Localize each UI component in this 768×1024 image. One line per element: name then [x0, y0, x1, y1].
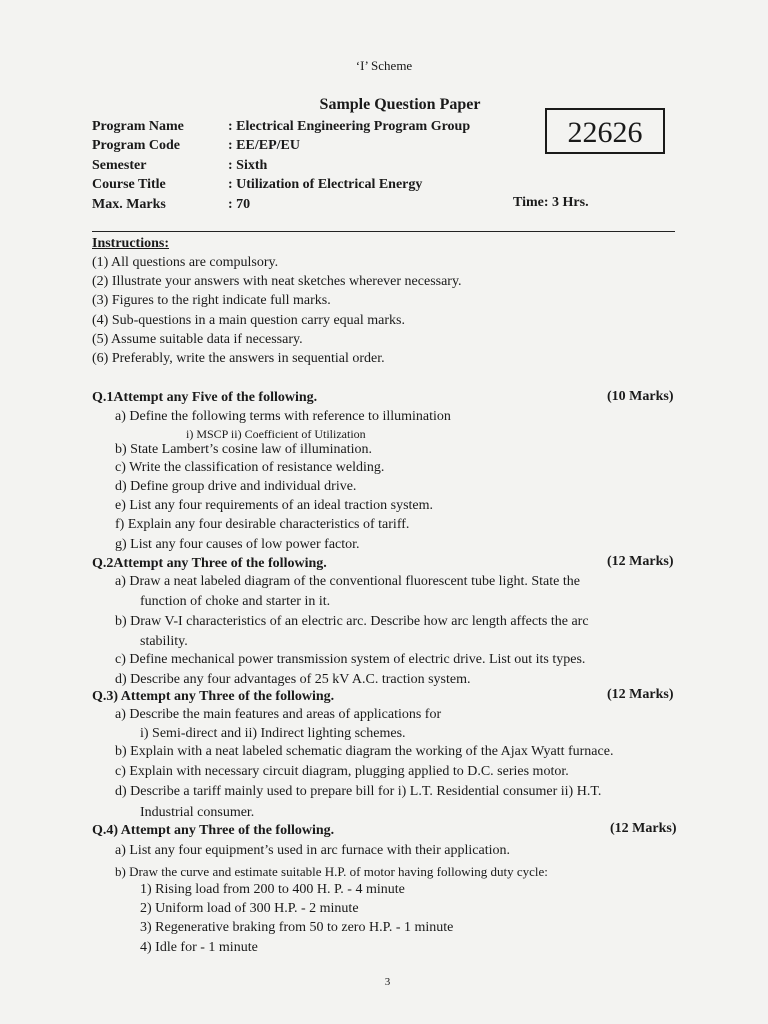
- q3-item-d-cont: Industrial consumer.: [140, 805, 255, 820]
- instruction-item: (5) Assume suitable data if necessary.: [92, 332, 303, 347]
- q3-item-a-cont: i) Semi-direct and ii) Indirect lighting schemes.: [140, 726, 406, 741]
- q3-item-a: a) Describe the main features and areas of applications for: [115, 707, 442, 722]
- course-title-value: : Utilization of Electrical Energy: [228, 177, 423, 192]
- program-name-value: : Electrical Engineering Program Group: [228, 119, 471, 134]
- q2-marks: (12 Marks): [607, 554, 674, 569]
- instruction-item: (1) All questions are compulsory.: [92, 255, 279, 270]
- page-number: 3: [384, 976, 391, 988]
- q4-item-b-1: 1) Rising load from 200 to 400 H. P. - 4 minute: [140, 882, 405, 897]
- semester-label: Semester: [92, 158, 147, 173]
- course-code-box: 22626: [545, 108, 665, 154]
- time-label: Time: 3 Hrs.: [513, 195, 589, 210]
- max-marks-value: : 70: [228, 197, 251, 212]
- course-title-label: Course Title: [92, 177, 166, 192]
- q1-marks: (10 Marks): [607, 389, 674, 404]
- q4-marks: (12 Marks): [610, 821, 677, 836]
- instructions-heading: Instructions:: [92, 236, 170, 251]
- q1-item-f: f) Explain any four desirable characteristics of tariff.: [115, 517, 410, 532]
- q2-item-c: c) Define mechanical power transmission system of electric drive. List out its types.: [115, 652, 586, 667]
- instruction-item: (3) Figures to the right indicate full marks.: [92, 293, 331, 308]
- semester-value: : Sixth: [228, 158, 268, 173]
- q4-item-b-3: 3) Regenerative braking from 50 to zero H.P. - 1 minute: [140, 920, 454, 935]
- q1-item-a: a) Define the following terms with reference to illumination: [115, 409, 451, 424]
- program-code-label: Program Code: [92, 138, 180, 153]
- q4-item-b-4: 4) Idle for - 1 minute: [140, 940, 258, 955]
- q4-item-b: b) Draw the curve and estimate suitable H.P. of motor having following duty cycle:: [115, 864, 548, 879]
- q2-item-b: b) Draw V-I characteristics of an electric arc. Describe how arc length affects the arc: [115, 614, 589, 629]
- q4-heading: Q.4) Attempt any Three of the following.: [92, 823, 335, 838]
- q3-item-b: b) Explain with a neat labeled schematic diagram the working of the Ajax Wyatt furnace.: [115, 744, 614, 759]
- q1-item-c: c) Write the classification of resistance welding.: [115, 460, 385, 475]
- q2-item-d: d) Describe any four advantages of 25 kV A.C. traction system.: [115, 672, 471, 687]
- q1-item-d: d) Define group drive and individual drive.: [115, 479, 357, 494]
- q1-heading: Q.1Attempt any Five of the following.: [92, 390, 318, 405]
- q3-heading: Q.3) Attempt any Three of the following.: [92, 689, 335, 704]
- q3-marks: (12 Marks): [607, 687, 674, 702]
- instruction-item: (6) Preferably, write the answers in sequential order.: [92, 351, 385, 366]
- q4-item-b-2: 2) Uniform load of 300 H.P. - 2 minute: [140, 901, 359, 916]
- scheme-label: ‘I’ Scheme: [355, 58, 413, 73]
- program-name-label: Program Name: [92, 119, 184, 134]
- page-title: Sample Question Paper: [319, 96, 481, 113]
- q3-item-d: d) Describe a tariff mainly used to prepare bill for i) L.T. Residential consumer ii) H.T.: [115, 784, 602, 799]
- instruction-item: (4) Sub-questions in a main question carry equal marks.: [92, 313, 405, 328]
- q2-heading: Q.2Attempt any Three of the following.: [92, 556, 327, 571]
- q1-item-a-sub: i) MSCP ii) Coefficient of Utilization: [186, 427, 366, 441]
- q1-item-g: g) List any four causes of low power factor.: [115, 537, 360, 552]
- q3-item-c: c) Explain with necessary circuit diagram, plugging applied to D.C. series motor.: [115, 764, 569, 779]
- q4-item-a: a) List any four equipment’s used in arc furnace with their application.: [115, 843, 510, 858]
- max-marks-label: Max. Marks: [92, 197, 166, 212]
- q1-item-b: b) State Lambert’s cosine law of illumination.: [115, 442, 372, 457]
- divider: [92, 231, 675, 232]
- program-code-value: : EE/EP/EU: [228, 138, 300, 153]
- q2-item-a: a) Draw a neat labeled diagram of the conventional fluorescent tube light. State the: [115, 574, 580, 589]
- q2-item-a-cont: function of choke and starter in it.: [140, 594, 331, 609]
- q2-item-b-cont: stability.: [140, 634, 188, 649]
- q1-item-e: e) List any four requirements of an ideal traction system.: [115, 498, 434, 513]
- instruction-item: (2) Illustrate your answers with neat sketches wherever necessary.: [92, 274, 462, 289]
